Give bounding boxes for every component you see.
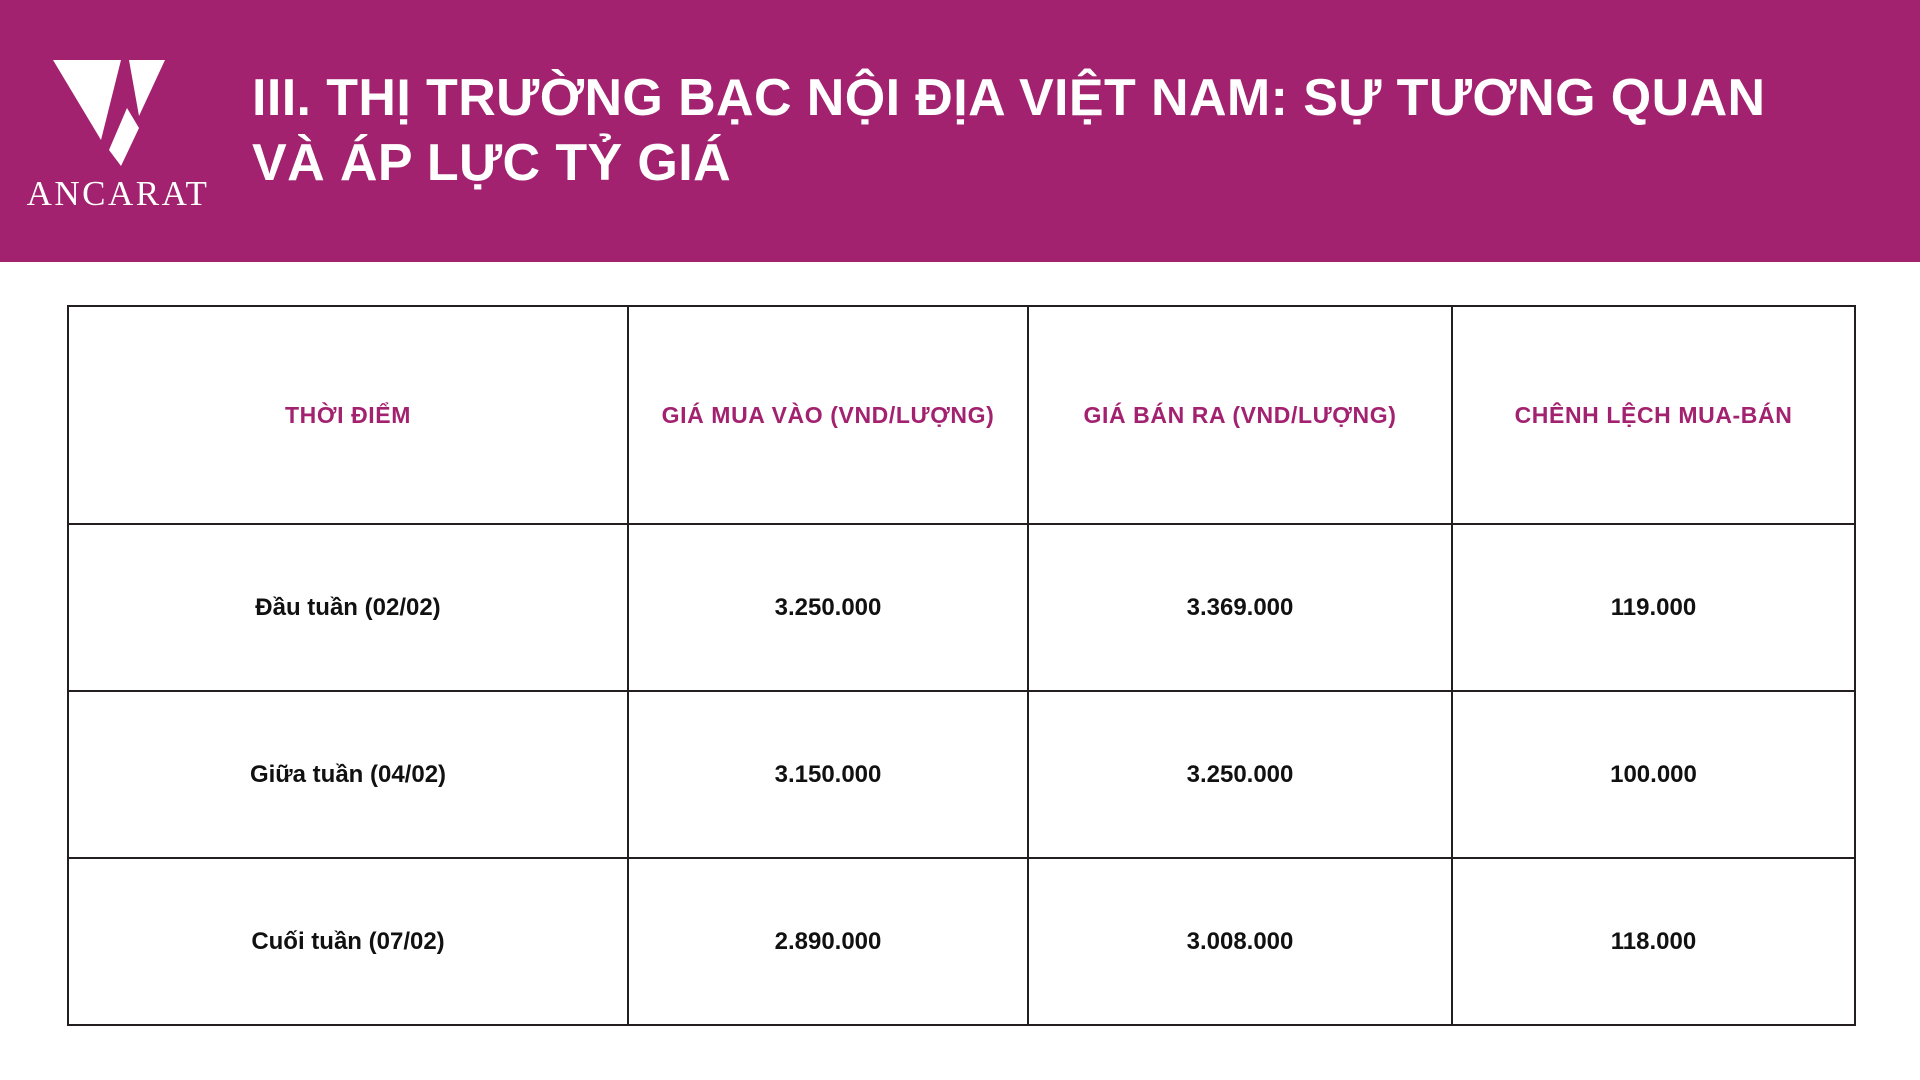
price-table — [67, 305, 1856, 1026]
cell-spread: 118.000 — [1452, 858, 1855, 1025]
cell-period: Cuối tuần (07/02) — [68, 858, 628, 1025]
brand-logo — [18, 31, 218, 231]
cell-buy-price: 3.250.000 — [628, 524, 1028, 691]
table-header — [68, 306, 1855, 524]
column-header-sell-price: GIÁ BÁN RA (VND/LƯỢNG) — [1028, 306, 1452, 524]
ancarat-diamond-logo-icon — [43, 54, 193, 172]
cell-sell-price: 3.369.000 — [1028, 524, 1452, 691]
cell-period: Giữa tuần (04/02) — [68, 691, 628, 858]
table-body — [68, 524, 1855, 1025]
cell-buy-price: 2.890.000 — [628, 858, 1028, 1025]
header-banner — [0, 0, 1920, 262]
column-header-buy-price: GIÁ MUA VÀO (VND/LƯỢNG) — [628, 306, 1028, 524]
cell-spread: 100.000 — [1452, 691, 1855, 858]
cell-period: Đầu tuần (02/02) — [68, 524, 628, 691]
brand-name: ANCARAT — [26, 174, 210, 213]
column-header-period: THỜI ĐIỂM — [68, 306, 628, 524]
table-row — [68, 524, 1855, 691]
cell-spread: 119.000 — [1452, 524, 1855, 691]
table-row — [68, 858, 1855, 1025]
cell-sell-price: 3.008.000 — [1028, 858, 1452, 1025]
table-header-row — [68, 306, 1855, 524]
cell-sell-price: 3.250.000 — [1028, 691, 1452, 858]
table-row — [68, 691, 1855, 858]
price-table-container — [67, 305, 1854, 1026]
cell-buy-price: 3.150.000 — [628, 691, 1028, 858]
page-title: III. THỊ TRƯỜNG BẠC NỘI ĐỊA VIỆT NAM: SỰ TƯƠNG QUAN VÀ ÁP LỰC TỶ GIÁ — [252, 69, 1766, 192]
column-header-spread: CHÊNH LỆCH MUA-BÁN — [1452, 306, 1855, 524]
